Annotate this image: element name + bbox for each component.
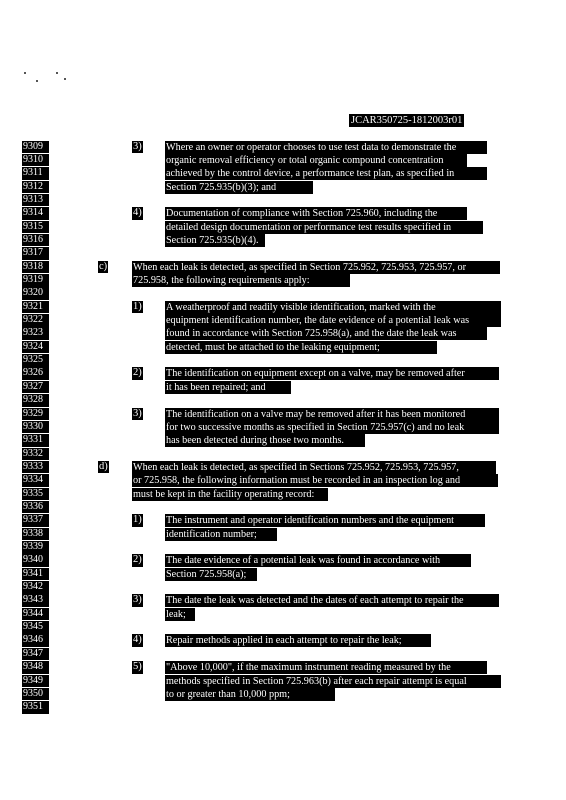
list-marker: 3) [133,407,142,419]
list-marker: 3) [133,140,142,152]
line-number: 9345 [22,621,49,634]
list-marker: 2) [133,554,142,566]
line-number: 9324 [22,341,49,354]
line-number: 9321 [22,301,49,314]
line-number: 9310 [22,154,49,167]
line-number: 9326 [22,367,49,380]
paragraph-line: When each leak is detected, as specified in Section 725.952, 725.953, 725.957, or [132,261,500,274]
paragraph-line: "Above 10,000", if the maximum instrument reading measured by the [165,661,487,674]
paragraph-line: for two successive months as specified in Section 725.957(c) and no leak [165,421,499,434]
line-number: 9322 [22,314,49,327]
line-number: 9346 [22,634,49,647]
paragraph-line: organic removal efficiency or total organic compound concentration [165,154,467,167]
list-marker: 3) [133,594,142,606]
line-number: 9333 [22,461,49,474]
paragraph-line: detailed design documentation or performance test results specified in [165,221,483,234]
paragraph-line: must be kept in the facility operating record: [132,488,328,501]
paragraph-line: Repair methods applied in each attempt to repair the leak; [165,634,431,647]
paragraph-line: it has been repaired; and [165,381,291,394]
line-number: 9312 [22,181,49,194]
scan-speck [56,72,58,74]
paragraph-line: The date evidence of a potential leak was found in accordance with [165,554,471,567]
line-number: 9347 [22,648,49,661]
paragraph-line: 725.958, the following requirements apply: [132,274,350,287]
line-number: 9325 [22,354,49,367]
line-number: 9344 [22,608,49,621]
paragraph-line: A weatherproof and readily visible identification, marked with the [165,301,501,314]
paragraph-line: The instrument and operator identification numbers and the equipment [165,514,485,527]
line-number: 9338 [22,528,49,541]
scan-speck [36,80,38,82]
line-number: 9348 [22,661,49,674]
line-number: 9316 [22,234,49,247]
list-marker: c) [99,260,108,272]
paragraph-line: or 725.958, the following information must be recorded in an inspection log and [132,474,498,487]
paragraph-line: When each leak is detected, as specified in Sections 725.952, 725.953, 725.957, [132,461,496,474]
line-number: 9327 [22,381,49,394]
line-number: 9331 [22,434,49,447]
line-number: 9339 [22,541,49,554]
line-number: 9330 [22,421,49,434]
line-number: 9342 [22,581,49,594]
line-number: 9315 [22,221,49,234]
paragraph-line: found in accordance with Section 725.958(a), and the date the leak was [165,327,487,340]
paragraph-line: The identification on equipment except on a valve, may be removed after [165,367,499,380]
line-number: 9309 [22,141,49,154]
paragraph-line: detected, must be attached to the leaking equipment; [165,341,437,354]
scan-speck [64,78,66,80]
paragraph-line: Where an owner or operator chooses to use test data to demonstrate the [165,141,487,154]
paragraph-line: Section 725.958(a); [165,568,257,581]
line-number: 9332 [22,448,49,461]
line-number: 9320 [22,287,49,300]
paragraph-line: equipment identification number, the date evidence of a potential leak was [165,314,501,327]
line-number: 9329 [22,408,49,421]
paragraph-line: leak; [165,608,195,621]
line-number: 9343 [22,594,49,607]
list-marker: 1) [133,514,142,526]
document-id: JCAR350725-1812003r01 [351,115,463,126]
line-number: 9340 [22,554,49,567]
line-number: 9311 [22,167,49,180]
paragraph-line: The date the leak was detected and the dates of each attempt to repair the [165,594,499,607]
line-number: 9318 [22,261,49,274]
paragraph-line: The identification on a valve may be removed after it has been monitored [165,408,499,421]
paragraph-line: to or greater than 10,000 ppm; [165,688,335,701]
scan-speck [24,72,26,74]
line-number: 9350 [22,688,49,701]
list-marker: 4) [133,634,142,646]
line-number: 9334 [22,474,49,487]
list-marker: 4) [133,207,142,219]
paragraph-line: identification number; [165,528,277,541]
paragraph-line: Documentation of compliance with Section 725.960, including the [165,207,467,220]
list-marker: d) [99,460,108,472]
paragraph-line: achieved by the control device, a performance test plan, as specified in [165,167,487,180]
line-number: 9314 [22,207,49,220]
line-number: 9336 [22,501,49,514]
paragraph-line: Section 725.935(b)(3); and [165,181,313,194]
line-number: 9319 [22,274,49,287]
list-marker: 1) [133,300,142,312]
list-marker: 2) [133,367,142,379]
line-number: 9341 [22,568,49,581]
list-marker: 5) [133,661,142,673]
line-number: 9351 [22,701,49,714]
paragraph-line: Section 725.935(b)(4). [165,234,265,247]
line-number: 9313 [22,194,49,207]
line-number: 9349 [22,675,49,688]
line-number: 9337 [22,514,49,527]
line-number: 9328 [22,394,49,407]
line-number: 9335 [22,488,49,501]
line-number: 9317 [22,247,49,260]
paragraph-line: has been detected during those two months. [165,434,365,447]
paragraph-line: methods specified in Section 725.963(b) after each repair attempt is equal [165,675,501,688]
line-number: 9323 [22,327,49,340]
